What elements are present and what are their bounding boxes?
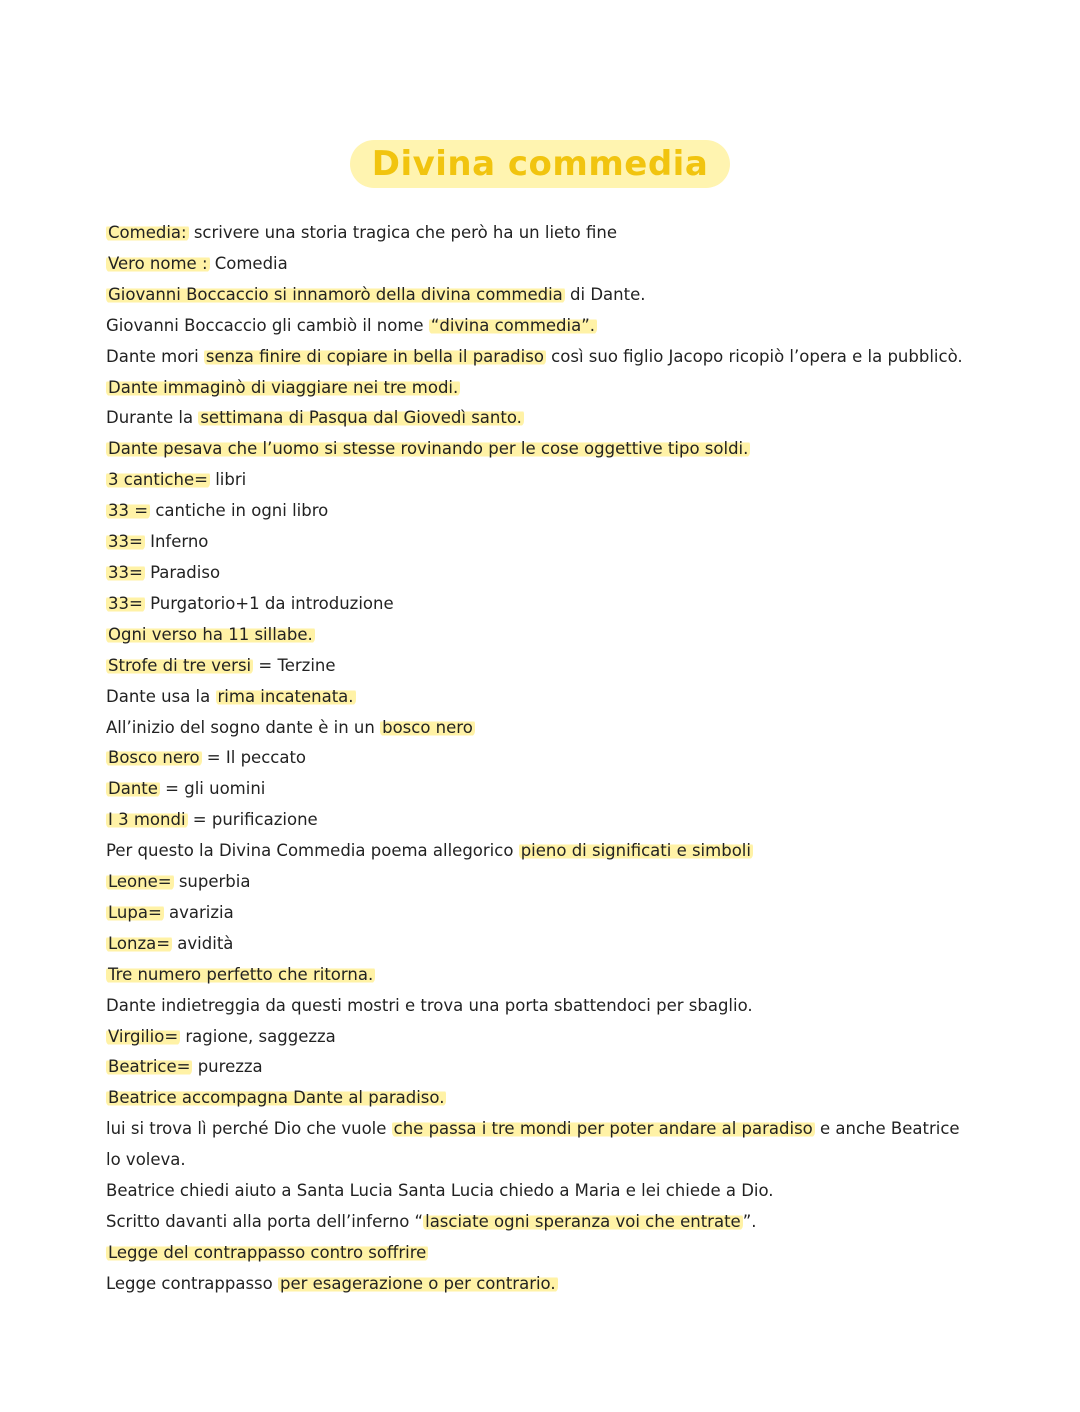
note-text: Beatrice chiedi aiuto a Santa Lucia Santa Lucia chiedo a Maria e lei chiede a Dio. <box>106 1181 774 1201</box>
note-line <box>106 434 966 465</box>
highlighted-text: Lupa= <box>108 902 162 922</box>
note-line <box>106 342 966 373</box>
note-text: Inferno <box>144 532 209 552</box>
highlighted-text: Dante immaginò di viaggiare nei tre modi. <box>108 377 459 397</box>
note-text: avidità <box>172 933 234 953</box>
note-line <box>106 403 966 434</box>
note-line <box>106 1207 966 1238</box>
note-line <box>106 1114 966 1176</box>
note-line <box>106 960 966 991</box>
note-line <box>106 774 966 805</box>
note-line <box>106 218 966 249</box>
note-text: Legge contrappasso <box>106 1273 278 1293</box>
note-text: Comedia <box>209 253 288 273</box>
highlighted-text: Leone= <box>108 872 172 892</box>
highlighted-text: Beatrice accompagna Dante al paradiso. <box>108 1088 445 1108</box>
highlighted-text: pieno di significati e simboli <box>520 841 751 861</box>
note-text: = Terzine <box>253 655 336 675</box>
highlighted-text: che passa i tre mondi per poter andare al paradiso <box>393 1119 813 1139</box>
note-line <box>106 929 966 960</box>
note-text: Per questo la Divina Commedia poema allegorico <box>106 841 519 861</box>
highlighted-text: lasciate ogni speranza voi che entrate <box>425 1212 741 1231</box>
highlighted-text: Beatrice= <box>108 1057 191 1077</box>
note-text: e anche Beatrice lo voleva. <box>106 1119 960 1170</box>
note-text: lui si trova lì perché Dio che vuole <box>106 1119 392 1139</box>
note-text: così suo figlio Jacopo ricopiò l’opera e la pubblicò. <box>545 346 963 366</box>
note-line <box>106 805 966 836</box>
note-line <box>106 991 966 1022</box>
highlighted-text: “divina commedia”. <box>430 315 596 335</box>
note-line <box>106 589 966 620</box>
note-text: Purgatorio+1 da introduzione <box>144 593 394 613</box>
note-text: Dante indietreggia da questi mostri e trova una porta sbattendoci per sbaglio. <box>106 995 753 1015</box>
highlighted-text: bosco nero <box>382 717 473 737</box>
note-line <box>106 898 966 929</box>
note-text: avarizia <box>163 902 234 922</box>
note-text: purezza <box>192 1057 263 1077</box>
note-line <box>106 743 966 774</box>
highlighted-text: Legge del contrappasso contro soffrire <box>108 1242 427 1262</box>
note-text: = Il peccato <box>201 748 307 768</box>
highlighted-text: 33 = <box>108 501 149 521</box>
note-line <box>106 465 966 496</box>
note-text: Durante la <box>106 408 199 428</box>
note-text: Paradiso <box>144 562 221 582</box>
note-line <box>106 867 966 898</box>
title-container <box>0 140 1080 188</box>
highlighted-text: I 3 mondi <box>108 810 186 830</box>
note-text: Scritto davanti alla porta dell’inferno “ <box>106 1212 424 1231</box>
note-text: All’inizio del sogno dante è in un <box>106 717 381 737</box>
highlighted-text: 33= <box>108 562 143 582</box>
note-text: di Dante. <box>564 284 646 304</box>
highlighted-text: Tre numero perfetto che ritorna. <box>108 964 374 984</box>
note-line <box>106 280 966 311</box>
notes-body <box>106 218 966 1300</box>
highlighted-text: 33= <box>108 593 143 613</box>
note-line <box>106 1269 966 1300</box>
highlighted-text: settimana di Pasqua dal Giovedì santo. <box>200 408 522 428</box>
note-text: = gli uomini <box>159 779 266 799</box>
note-line <box>106 527 966 558</box>
highlighted-text: Lonza= <box>108 933 171 953</box>
note-line <box>106 558 966 589</box>
highlighted-text: Bosco nero <box>108 748 200 768</box>
note-text: ragione, saggezza <box>180 1026 336 1046</box>
highlighted-text: 33= <box>108 532 143 552</box>
highlighted-text: Dante <box>108 779 158 799</box>
highlighted-text: Ogni verso ha 11 sillabe. <box>108 624 313 644</box>
note-line <box>106 311 966 342</box>
note-line <box>106 373 966 404</box>
note-line <box>106 1052 966 1083</box>
note-line <box>106 496 966 527</box>
note-text: ”. <box>742 1212 757 1231</box>
highlighted-text: senza finire di copiare in bella il paradiso <box>205 346 544 366</box>
note-text: superbia <box>173 872 251 892</box>
highlighted-text: rima incatenata. <box>217 686 354 706</box>
highlighted-text: per esagerazione o per contrario. <box>279 1273 556 1293</box>
note-text: Giovanni Boccaccio gli cambiò il nome <box>106 315 429 335</box>
note-text: = purificazione <box>187 810 318 830</box>
highlighted-text: 3 cantiche= <box>108 470 208 490</box>
note-line <box>106 620 966 651</box>
note-line <box>106 1083 966 1114</box>
note-text: cantiche in ogni libro <box>150 501 329 521</box>
note-line <box>106 713 966 744</box>
note-text: Dante usa la <box>106 686 216 706</box>
highlighted-text: Giovanni Boccaccio si innamorò della divina commedia <box>108 284 563 304</box>
highlighted-text: Dante pesava che l’uomo si stesse rovinando per le cose oggettive tipo soldi. <box>108 439 749 459</box>
note-line <box>106 651 966 682</box>
highlighted-text: Comedia: <box>108 223 187 242</box>
note-text: scrivere una storia tragica che però ha un lieto fine <box>188 223 618 242</box>
highlighted-text: Vero nome : <box>108 253 208 273</box>
page-title: Divina commedia <box>350 140 731 188</box>
note-line <box>106 1238 966 1269</box>
highlighted-text: Virgilio= <box>108 1026 179 1046</box>
note-line <box>106 836 966 867</box>
note-line <box>106 1022 966 1053</box>
note-text: libri <box>209 470 247 490</box>
highlighted-text: Strofe di tre versi <box>108 655 252 675</box>
note-text: Dante mori <box>106 346 204 366</box>
note-line <box>106 1176 966 1207</box>
note-line <box>106 249 966 280</box>
note-line <box>106 682 966 713</box>
